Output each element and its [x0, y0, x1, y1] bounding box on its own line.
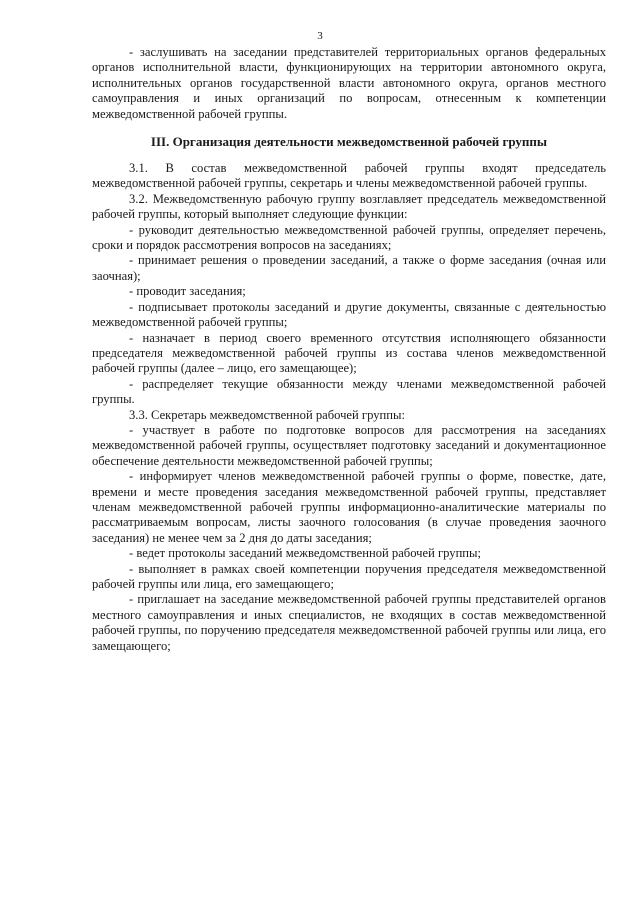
- page-number: 3: [317, 30, 323, 42]
- section-heading: III. Организация деятельности межведомственной рабочей группы: [150, 134, 548, 150]
- list-item: - принимает решения о проведении заседаний, а также о форме заседания (очная или заочная);: [92, 253, 606, 283]
- list-item: - приглашает на заседание межведомственной рабочей группы представителей органов местного самоуправления и иных специалистов, не входящих в состав межведомственной рабочей группы, по поручению председателя межведомственной рабочей группы или лица, его замещающего;: [92, 592, 606, 653]
- paragraph-3-2: 3.2. Межведомственную рабочую группу возглавляет председатель межведомственной рабочей группы, который выполняет следующие функции:: [92, 191, 606, 222]
- paragraph-3-3: 3.3. Секретарь межведомственной рабочей группы:: [129, 407, 405, 422]
- list-item: - назначает в период своего временного отсутствия исполняющего обязанности председателя межведомственной рабочей группы из состава членов межведомственной рабочей группы (далее – лицо, его замещающее);: [92, 330, 606, 376]
- list-item: - распределяет текущие обязанности между членами межведомственной рабочей группы.: [92, 376, 606, 407]
- list-item: - информирует членов межведомственной рабочей группы о форме, повестке, дате, времени и месте проведения заседания межведомственной рабочей группы, представляет членам межведомственной рабочей группы информационно-аналитические материалы по рассматриваемым вопросам, листы заочного голосования (в случае проведения заочного заседания) не менее чем за 2 дня до даты заседания;: [92, 469, 606, 545]
- document-body: [92, 45, 606, 654]
- list-item: - проводит заседания;: [129, 284, 246, 299]
- list-item: - подписывает протоколы заседаний и другие документы, связанные с деятельностью межведомственной рабочей группы;: [92, 299, 606, 330]
- list-item: - участвует в работе по подготовке вопросов для рассмотрения на заседаниях межведомственной рабочей группы, осуществляет подготовку заседаний и документационное обеспечение деятельности межведомственной рабочей группы;: [92, 422, 606, 468]
- list-item: - ведет протоколы заседаний межведомственной рабочей группы;: [129, 546, 482, 561]
- intro-paragraph: - заслушивать на заседании представителей территориальных органов федеральных органов исполнительной власти, функционирующих на территории автономного округа, исполнительных органов государственной власти автономного округа, органов местного самоуправления и иных организаций по вопросам, отнесенным к компетенции межведомственной рабочей группы.: [92, 45, 606, 121]
- list-item: - выполняет в рамках своей компетенции поручения председателя межведомственной рабочей группы или лица, его замещающего;: [92, 561, 606, 591]
- list-item: - руководит деятельностью межведомственной рабочей группы, определяет перечень, сроки и порядок рассмотрения вопросов на заседаниях;: [92, 222, 606, 253]
- paragraph-3-1: 3.1. В состав межведомственной рабочей группы входят председатель межведомственной рабочей группы, секретарь и члены межведомственной рабочей группы.: [92, 161, 606, 191]
